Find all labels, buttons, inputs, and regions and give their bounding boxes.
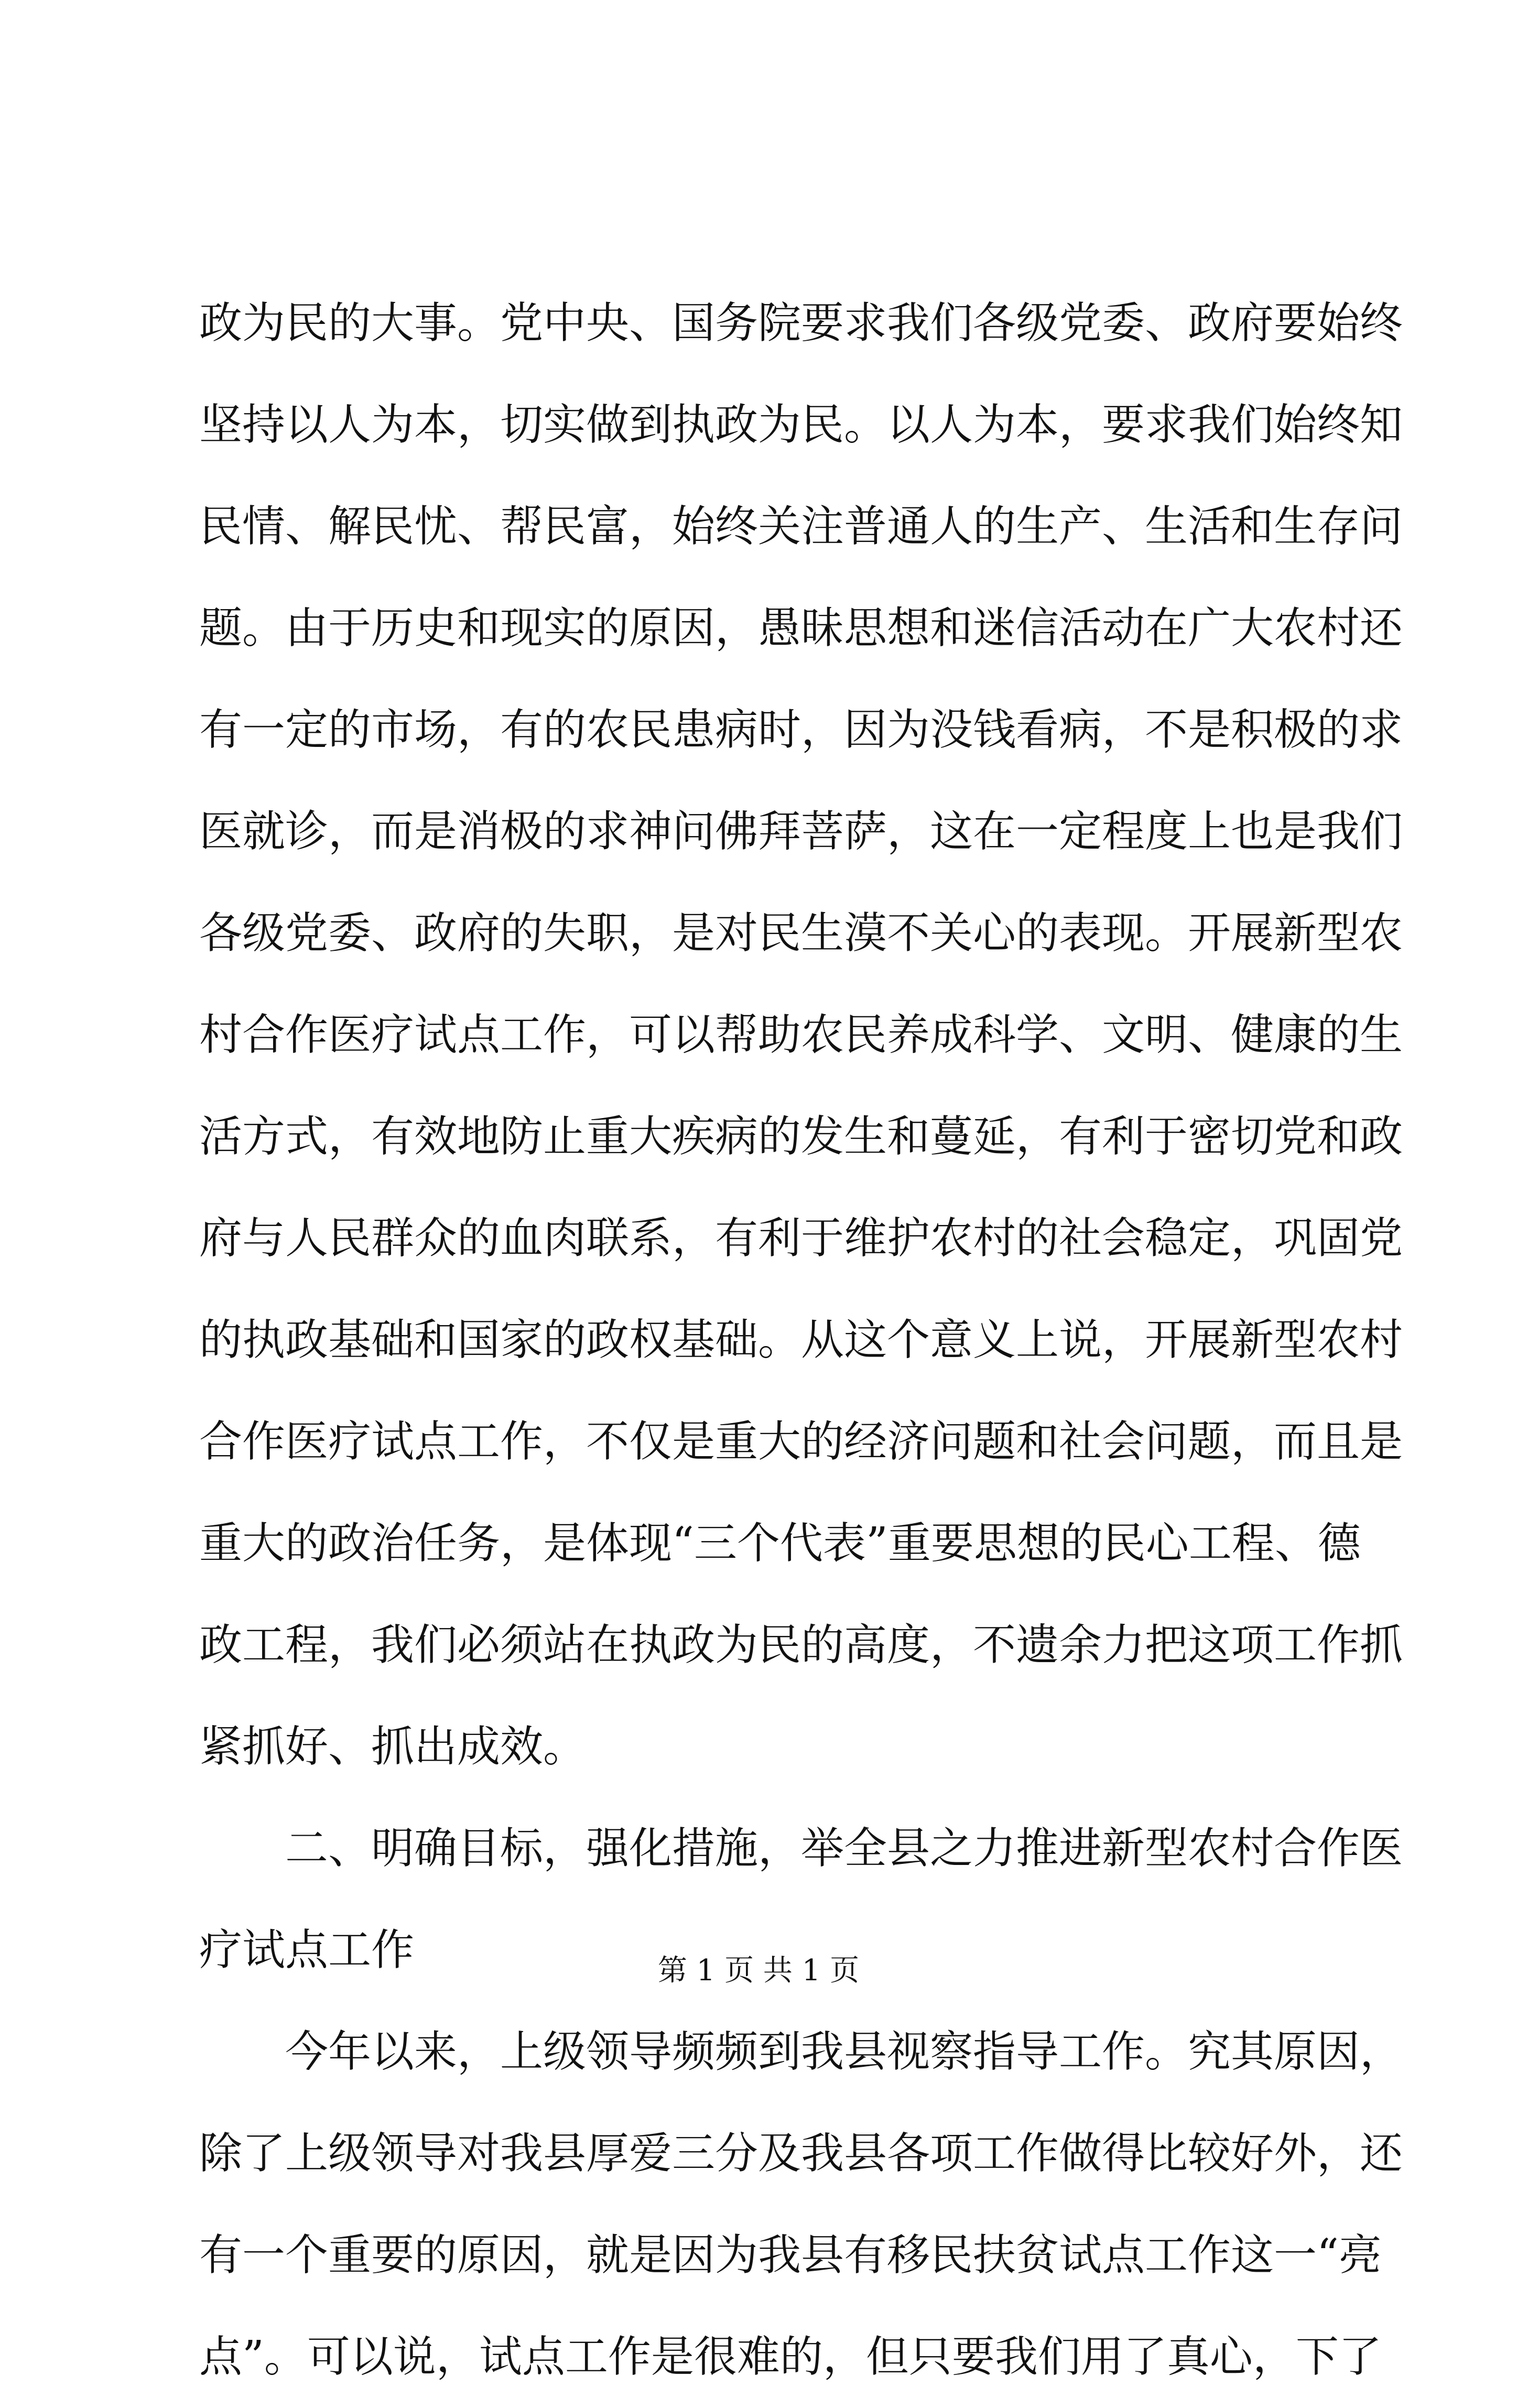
text-line: 的执政基础和国家的政权基础。从这个意义上说，开展新型农村 — [199, 1315, 1403, 1365]
text-line: 各级党委、政府的失职，是对民生漠不关心的表现。开展新型农 — [199, 908, 1403, 958]
text-line: 重大的政治任务，是体现“三个代表”重要思想的民心工程、德 — [199, 1518, 1361, 1568]
text-line: 政为民的大事。党中央、国务院要求我们各级党委、政府要始终 — [199, 298, 1403, 348]
text-line: 今年以来，上级领导频频到我县视察指导工作。究其原因， — [285, 2027, 1403, 2077]
text-line: 活方式，有效地防止重大疾病的发生和蔓延，有利于密切党和政 — [199, 1112, 1403, 1162]
page-footer: 第 1 页 共 1 页 — [657, 1954, 860, 1988]
text-line: 民情、解民忧、帮民富，始终关注普通人的生产、生活和生存问 — [199, 502, 1403, 551]
text-line: 医就诊，而是消极的求神问佛拜菩萨，这在一定程度上也是我们 — [199, 807, 1403, 856]
text-line: 点”。可以说，试点工作是很难的，但只要我们用了真心，下了 — [199, 2332, 1382, 2382]
section-heading-line: 二、明确目标，强化措施，举全县之力推进新型农村合作医 — [285, 1824, 1403, 1873]
body-text — [199, 273, 1403, 2408]
text-line: 题。由于历史和现实的原因，愚昧思想和迷信活动在广大农村还 — [199, 603, 1403, 653]
text-line: 府与人民群众的血肉联系，有利于维护农村的社会稳定，巩固党 — [199, 1213, 1403, 1263]
text-line: 除了上级领导对我县厚爱三分及我县各项工作做得比较好外，还 — [199, 2129, 1403, 2178]
text-line: 合作医疗试点工作，不仅是重大的经济问题和社会问题，而且是 — [199, 1417, 1403, 1467]
text-line: 坚持以人为本，切实做到执政为民。以人为本，要求我们始终知 — [199, 400, 1403, 450]
text-line: 村合作医疗试点工作，可以帮助农民养成科学、文明、健康的生 — [199, 1010, 1403, 1060]
text-line: 政工程，我们必须站在执政为民的高度，不遗余力把这项工作抓 — [199, 1620, 1403, 1670]
text-line: 有一个重要的原因，就是因为我县有移民扶贫试点工作这一“亮 — [199, 2230, 1382, 2280]
text-line: 有一定的市场，有的农民患病时，因为没钱看病，不是积极的求 — [199, 705, 1403, 755]
text-line: 紧抓好、抓出成效。 — [199, 1722, 587, 1772]
section-heading-line: 疗试点工作 — [199, 1925, 415, 1975]
